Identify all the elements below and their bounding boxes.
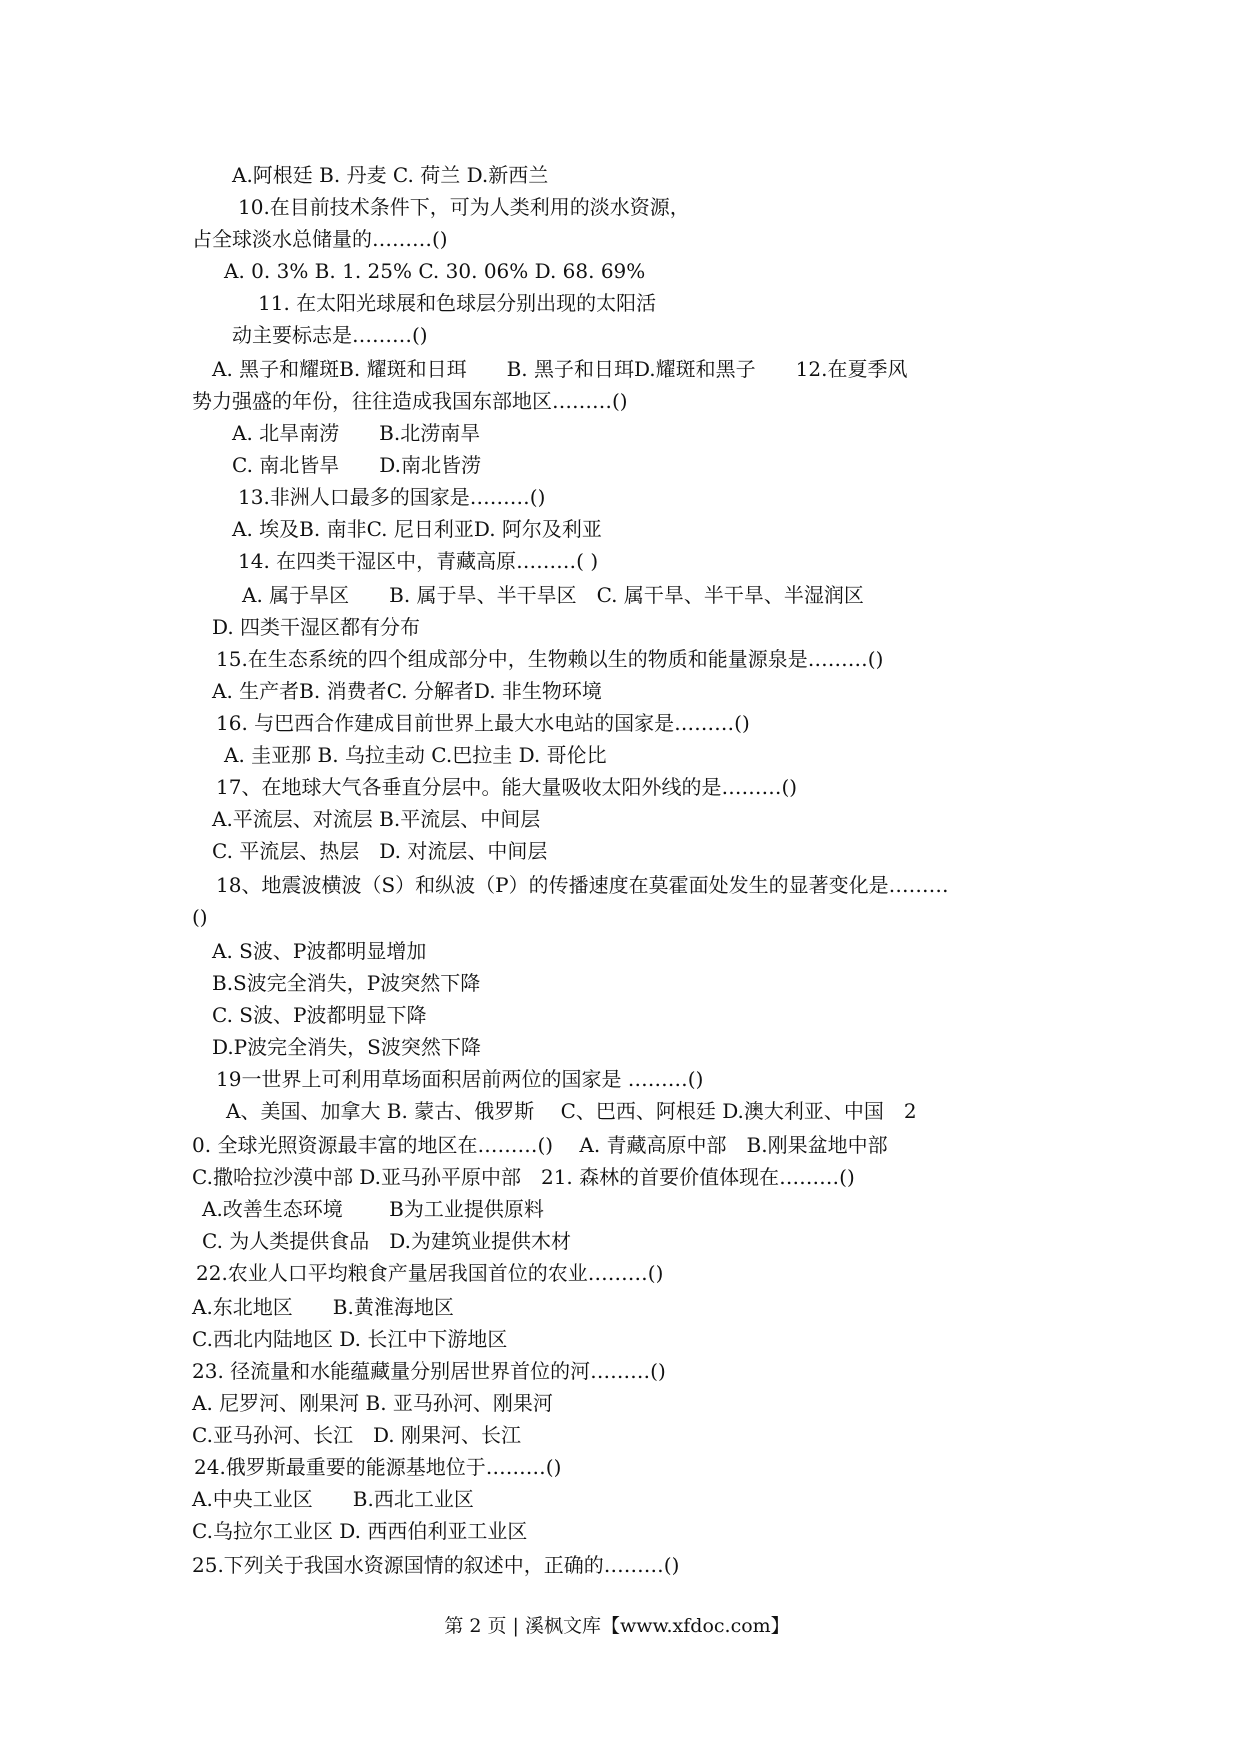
text-line: A. S波、P波都明显增加 [212, 939, 427, 963]
text-line: 23. 径流量和水能蕴藏量分别居世界首位的河………() [192, 1359, 666, 1383]
text-line: 13.非洲人口最多的国家是………() [238, 485, 546, 509]
text-line: 占全球淡水总储量的………() [192, 227, 448, 251]
text-line: A.中央工业区 B.西北工业区 [192, 1487, 474, 1511]
text-line: A. 0. 3% B. 1. 25% C. 30. 06% D. 68. 69% [224, 259, 646, 283]
text-line: 0. 全球光照资源最丰富的地区在………() A. 青藏高原中部 B.刚果盆地中部 [192, 1133, 888, 1157]
text-line: C.撒哈拉沙漠中部 D.亚马孙平原中部 21. 森林的首要价值体现在………() [192, 1165, 855, 1189]
text-line: 动主要标志是………() [232, 323, 428, 347]
text-line: A.平流层、对流层 B.平流层、中间层 [212, 807, 541, 831]
text-line: A.东北地区 B.黄淮海地区 [192, 1295, 454, 1319]
text-line: C. 平流层、热层 D. 对流层、中间层 [212, 839, 548, 863]
text-line: C. S波、P波都明显下降 [212, 1003, 427, 1027]
text-line: () [192, 905, 208, 929]
text-line: 25.下列关于我国水资源国情的叙述中，正确的………() [192, 1553, 680, 1577]
text-line: C.乌拉尔工业区 D. 西西伯利亚工业区 [192, 1519, 528, 1543]
text-line: C. 为人类提供食品 D.为建筑业提供木材 [202, 1229, 571, 1253]
text-line: A. 属于旱区 B. 属于旱、半干旱区 C. 属干旱、半干旱、半湿润区 [242, 583, 864, 607]
text-line: A.改善生态环境 B为工业提供原料 [202, 1197, 544, 1221]
text-line: 18、地震波横波（S）和纵波（P）的传播速度在莫霍面处发生的显著变化是……… [216, 873, 949, 897]
text-line: D.P波完全消失，S波突然下降 [212, 1035, 481, 1059]
text-line: 17、在地球大气各垂直分层中。能大量吸收太阳外线的是………() [216, 775, 798, 799]
text-line: C.亚马孙河、长江 D. 刚果河、长江 [192, 1423, 521, 1447]
text-line: 24.俄罗斯最重要的能源基地位于………() [194, 1455, 562, 1479]
text-line: 11. 在太阳光球展和色球层分别出现的太阳活 [258, 291, 657, 315]
text-line: B.S波完全消失，P波突然下降 [212, 971, 481, 995]
text-line: C. 南北皆旱 D.南北皆涝 [232, 453, 481, 477]
text-line: 19一世界上可利用草场面积居前两位的国家是 ………() [216, 1067, 704, 1091]
text-line: A、美国、加拿大 B. 蒙古、俄罗斯 C、巴西、阿根廷 D.澳大利亚、中国 2 [226, 1099, 917, 1123]
text-line: A. 圭亚那 B. 乌拉圭动 C.巴拉圭 D. 哥伦比 [224, 743, 607, 767]
text-line: 16. 与巴西合作建成目前世界上最大水电站的国家是………() [216, 711, 750, 735]
text-line: 势力强盛的年份，往往造成我国东部地区………() [192, 389, 628, 413]
page-footer: 第 2 页 | 溪枫文库【www.xfdoc.com】 [444, 1615, 790, 1637]
text-line: A.阿根廷 B. 丹麦 C. 荷兰 D.新西兰 [232, 163, 549, 187]
text-line: C.西北内陆地区 D. 长江中下游地区 [192, 1327, 508, 1351]
text-line: A. 尼罗河、刚果河 B. 亚马孙河、刚果河 [192, 1391, 553, 1415]
text-line: 15.在生态系统的四个组成部分中，生物赖以生的物质和能量源泉是………() [216, 647, 884, 671]
text-line: A. 北旱南涝 B.北涝南旱 [232, 421, 481, 445]
text-line: A. 生产者B. 消费者C. 分解者D. 非生物环境 [212, 679, 602, 703]
text-line: A. 埃及B. 南非C. 尼日利亚D. 阿尔及利亚 [232, 517, 602, 541]
text-line: 22.农业人口平均粮食产量居我国首位的农业………() [196, 1261, 664, 1285]
text-line: A. 黑子和耀斑B. 耀斑和日珥 B. 黑子和日珥D.耀斑和黑子 12.在夏季风 [212, 357, 908, 381]
text-line: D. 四类干湿区都有分布 [212, 615, 421, 639]
text-line: 10.在目前技术条件下，可为人类利用的淡水资源， [238, 195, 690, 219]
text-line: 14. 在四类干湿区中，青藏高原………( ) [238, 549, 599, 573]
